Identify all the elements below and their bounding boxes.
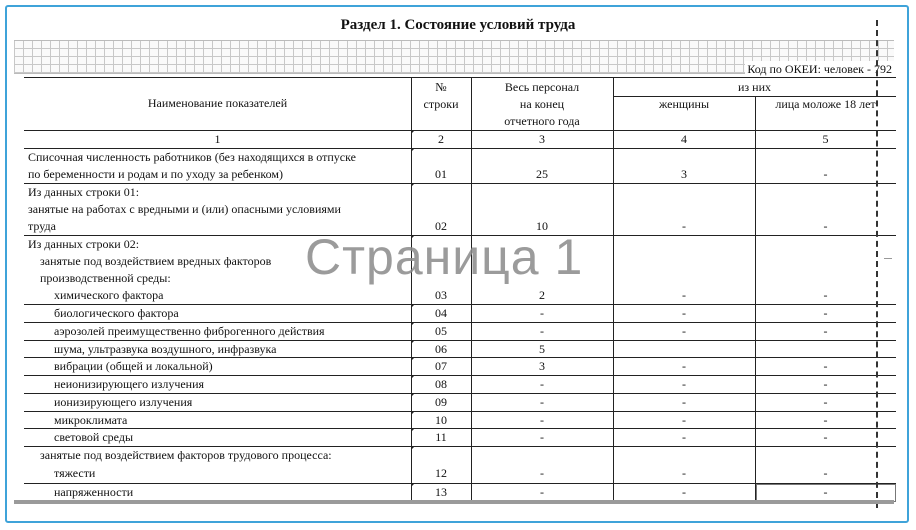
- row-label: шума, ультразвука воздушного, инфразвука: [54, 342, 277, 356]
- header-staff-2: на конец: [519, 97, 565, 111]
- header-of-them: из них: [737, 80, 771, 94]
- row-label: занятые на работах с вредными и (или) опасными условиями: [28, 202, 341, 216]
- cell-women[interactable]: -: [682, 430, 686, 444]
- col-number: 4: [681, 132, 687, 146]
- cell-marker: [411, 148, 415, 152]
- cell-total[interactable]: -: [540, 324, 544, 338]
- cell-total[interactable]: 5: [539, 342, 545, 356]
- cell-total[interactable]: -: [540, 377, 544, 391]
- okei-line: [14, 61, 894, 77]
- col-number: 3: [539, 132, 545, 146]
- cell-women[interactable]: -: [682, 324, 686, 338]
- cell-minors[interactable]: -: [823, 167, 828, 181]
- row-code: 10: [435, 413, 447, 427]
- cell-minors[interactable]: -: [823, 395, 828, 409]
- row-code: 04: [435, 306, 447, 320]
- cell-minors[interactable]: -: [823, 377, 828, 391]
- cell-marker: [411, 183, 415, 187]
- cell-minors[interactable]: -: [823, 306, 828, 320]
- cell-women[interactable]: 3: [681, 167, 687, 181]
- row-code: 03: [435, 288, 447, 302]
- cell-women[interactable]: -: [682, 359, 686, 373]
- cell-women[interactable]: -: [682, 306, 686, 320]
- row-code: 01: [435, 167, 447, 181]
- cell-total[interactable]: 25: [536, 167, 548, 181]
- row-label: по беременности и родам и по уходу за ребенком): [28, 167, 283, 181]
- cell-women[interactable]: -: [682, 219, 686, 233]
- row-code: 02: [435, 219, 447, 233]
- cell-women[interactable]: -: [682, 413, 686, 427]
- header-under18: лица моложе 18 лет: [775, 97, 876, 111]
- cell-women[interactable]: -: [682, 466, 686, 480]
- row-label: неионизирующего излучения: [54, 377, 205, 391]
- col-number: 2: [438, 132, 444, 146]
- row-label: биологического фактора: [54, 306, 179, 320]
- row-label: занятые под воздействием факторов трудового процесса:: [40, 448, 332, 462]
- cell-women[interactable]: -: [682, 485, 686, 499]
- header-name: Наименование показателей: [147, 96, 288, 110]
- header-staff-3: отчетного года: [504, 114, 580, 128]
- row-label: занятые под воздействием вредных факторов: [40, 254, 272, 268]
- row-label: Из данных строки 02:: [28, 237, 140, 251]
- cell-total[interactable]: -: [540, 395, 544, 409]
- row-label: Списочная численность работников (без находящихся в отпуске: [28, 150, 356, 164]
- cell-minors[interactable]: -: [823, 485, 828, 499]
- cell-minors[interactable]: -: [823, 288, 828, 302]
- cell-total[interactable]: -: [540, 466, 544, 480]
- section-title: Раздел 1. Состояние условий труда: [340, 17, 576, 33]
- header-rowno-1: №: [435, 80, 447, 94]
- cell-total[interactable]: -: [540, 485, 544, 499]
- cell-minors[interactable]: -: [823, 430, 828, 444]
- page-watermark: Страница 1: [305, 229, 584, 285]
- row-code: 12: [435, 466, 447, 480]
- col-number: 5: [822, 132, 829, 146]
- header-staff-1: Весь персонал: [504, 80, 580, 94]
- row-code: 06: [435, 342, 447, 356]
- cell-minors[interactable]: -: [823, 359, 828, 373]
- header-women: женщины: [658, 97, 710, 111]
- okei-code: Код по ОКЕИ: человек - 792: [747, 62, 892, 76]
- cell-women[interactable]: -: [682, 288, 686, 302]
- row-label: микроклимата: [54, 413, 128, 427]
- page-break-line[interactable]: [876, 20, 878, 508]
- cell-marker: [411, 446, 415, 450]
- cell-minors[interactable]: -: [823, 324, 828, 338]
- cell-total[interactable]: 2: [539, 288, 545, 302]
- row-label: производственной среды:: [40, 271, 171, 285]
- row-code: 09: [435, 395, 447, 409]
- cell-minors[interactable]: -: [823, 219, 828, 233]
- table-rule-top: [24, 77, 896, 78]
- row-label: химического фактора: [54, 288, 164, 302]
- cell-total[interactable]: -: [540, 306, 544, 320]
- row-label: Из данных строки 01:: [28, 185, 140, 199]
- row-label: световой среды: [54, 430, 134, 444]
- sheet-bottom-edge: [14, 500, 894, 504]
- row-label: ионизирующего излучения: [54, 395, 193, 409]
- row-label: вибрации (общей и локальной): [54, 359, 213, 373]
- row-label: напряженности: [54, 485, 134, 499]
- row-code: 11: [435, 430, 447, 444]
- header-rowno-2: строки: [423, 97, 459, 111]
- cell-women[interactable]: -: [682, 377, 686, 391]
- row-label: труда: [28, 219, 56, 233]
- row-code: 08: [435, 377, 447, 391]
- cell-total[interactable]: 3: [539, 359, 545, 373]
- cell-women[interactable]: -: [682, 395, 686, 409]
- row-label: аэрозолей преимущественно фиброгенного действия: [54, 324, 325, 338]
- row-code: 13: [435, 485, 447, 499]
- col-number: 1: [214, 132, 221, 146]
- cell-total[interactable]: -: [540, 430, 544, 444]
- cell-total[interactable]: -: [540, 413, 544, 427]
- page-break-tick: [884, 258, 892, 259]
- cell-minors[interactable]: -: [823, 466, 828, 480]
- cell-minors[interactable]: -: [823, 413, 828, 427]
- cell-total[interactable]: 10: [536, 219, 548, 233]
- row-code: 07: [435, 359, 447, 373]
- row-label: тяжести: [54, 466, 96, 480]
- row-code: 05: [435, 324, 447, 338]
